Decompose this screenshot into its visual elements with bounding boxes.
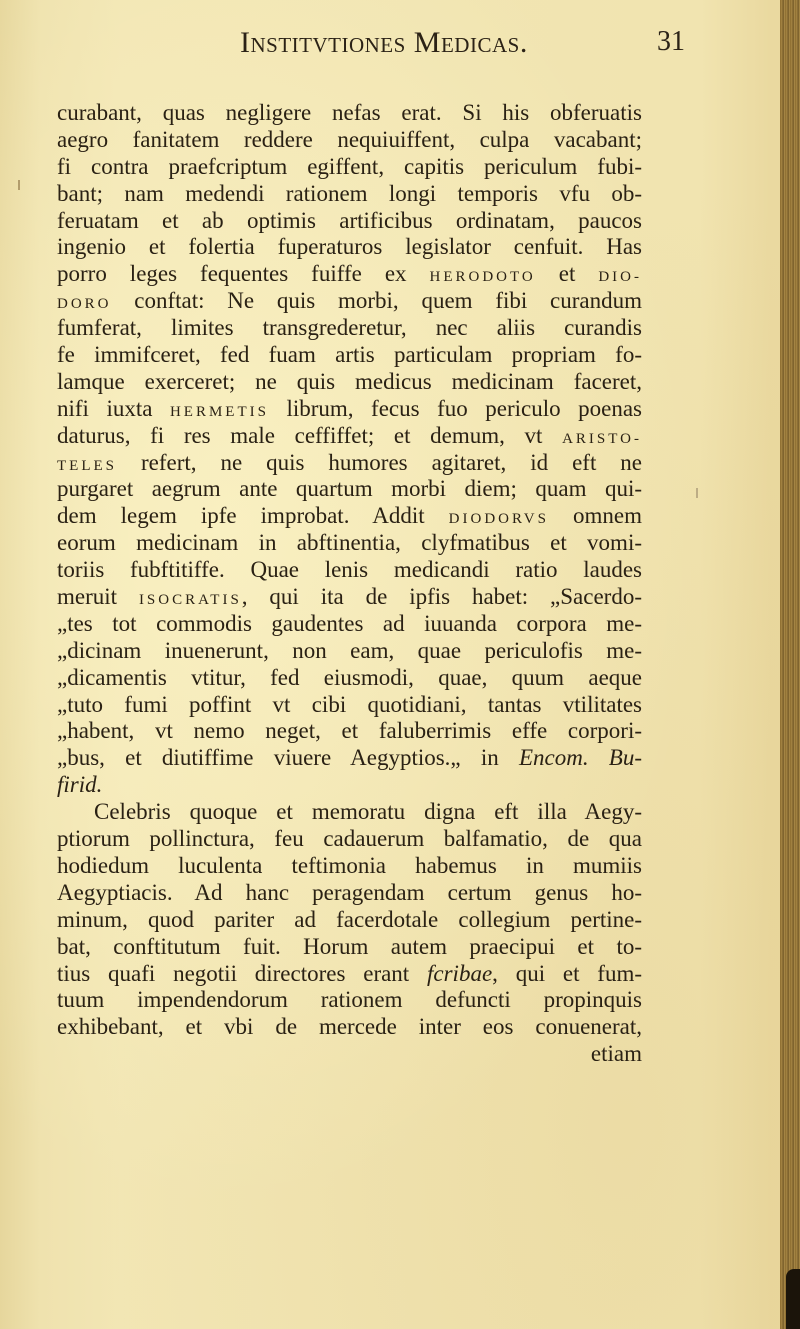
italic-citation: firid. <box>57 772 103 798</box>
margin-mark <box>18 180 20 190</box>
text-span: „dicamentis vtitur, fed eiusmodi, quae, quum aeque <box>57 664 642 690</box>
text-span: exhibebant, et vbi de mercede inter eos conuenerat, <box>57 1014 642 1040</box>
text-line <box>57 127 642 154</box>
text-line <box>57 745 642 772</box>
body-text <box>57 100 642 1068</box>
text-span: fumferat, limites transgrederetur, nec aliis curandis <box>57 315 642 341</box>
text-span: tuum impendendorum rationem defuncti propinquis <box>57 987 642 1013</box>
text-span: toriis fubftitiffe. Quae lenis medicandi ratio laudes <box>57 557 642 583</box>
text-line <box>57 961 642 988</box>
text-line <box>57 288 642 315</box>
text-line <box>57 450 642 477</box>
proper-name: ARISTO- <box>562 430 642 447</box>
text-line <box>57 638 642 665</box>
text-line <box>57 665 642 692</box>
text-line <box>57 342 642 369</box>
proper-name: HERMETIS <box>169 403 269 420</box>
text-line <box>57 880 642 907</box>
text-span: tius quafi negotii directores erant <box>57 960 427 986</box>
proper-name: DIODORVS <box>448 511 549 528</box>
text-line <box>57 826 642 853</box>
text-line <box>57 530 642 557</box>
proper-name: TELES <box>57 457 117 474</box>
text-line <box>57 718 642 745</box>
text-line <box>57 692 642 719</box>
text-span: , qui ita de ipfis habet: „Sacerdo- <box>241 584 642 610</box>
text-line <box>57 799 642 826</box>
text-span: feruatam et ab optimis artificibus ordinatam, paucos <box>57 207 642 233</box>
italic-citation: Encom. Bu- <box>518 745 642 771</box>
running-head <box>240 26 740 62</box>
text-line <box>57 181 642 208</box>
text-span: „tuto fumi poffint vt cibi quotidiani, tantas vtilitates <box>57 691 642 717</box>
text-span: purgaret aegrum ante quartum morbi diem; quam qui- <box>57 476 642 502</box>
text-span: Celebris quoque et memoratu digna eft illa Aegy- <box>94 799 642 825</box>
text-line <box>57 772 642 799</box>
text-line <box>57 100 642 127</box>
text-span: fe immifceret, fed fuam artis particulam propriam fo- <box>57 342 642 368</box>
text-span: daturus, fi res male ceffiffet; et demum, vt <box>57 422 563 448</box>
book-fore-edge <box>780 0 800 1329</box>
text-line <box>57 557 642 584</box>
text-span: ingenio et folertia fuperaturos legislator cenfuit. Has <box>57 234 642 260</box>
text-span: curabant, quas negligere nefas erat. Si his obferuatis <box>57 100 642 125</box>
text-line <box>57 934 642 961</box>
text-line <box>57 584 642 611</box>
text-span: meruit <box>57 584 139 610</box>
margin-mark <box>696 488 698 498</box>
text-line <box>57 208 642 235</box>
text-line <box>57 234 642 261</box>
text-span: „tes tot commodis gaudentes ad iuuanda corpora me- <box>57 610 642 636</box>
text-line <box>57 987 642 1014</box>
text-line <box>57 261 642 288</box>
text-line <box>57 611 642 638</box>
text-span: „bus, et diutiffime viuere Aegyptios.„ in <box>57 745 519 771</box>
text-span: Aegyptiacis. Ad hanc peragendam certum genus ho- <box>57 879 642 905</box>
text-line <box>57 907 642 934</box>
text-span: fi contra praefcriptum egiffent, capitis periculum fubi- <box>57 153 642 179</box>
text-line <box>57 315 642 342</box>
text-line <box>57 853 642 880</box>
text-line <box>57 396 642 423</box>
text-line <box>57 154 642 181</box>
text-span: nifi iuxta <box>57 395 170 421</box>
text-span: lamque exerceret; ne quis medicus medicinam faceret, <box>57 368 642 394</box>
text-line <box>57 476 642 503</box>
text-span: omnem <box>548 503 642 529</box>
text-span: bat, conftitutum fuit. Horum autem praecipui et to- <box>57 933 642 959</box>
text-line <box>57 423 642 450</box>
proper-name: DIO- <box>598 269 642 286</box>
text-line <box>57 369 642 396</box>
text-span: ptiorum pollinctura, feu cadauerum balfamatio, de qua <box>57 826 642 852</box>
italic-citation: fcribae <box>427 960 493 986</box>
text-span: minum, quod pariter ad facerdotale collegium pertine- <box>57 906 642 932</box>
catchword: etiam <box>590 1041 642 1067</box>
proper-name: HERODOTO <box>429 269 536 286</box>
text-span: aegro fanitatem reddere nequiuiffent, culpa vacabant; <box>57 126 642 152</box>
text-span: , qui et fum- <box>492 960 642 986</box>
running-title: Institvtiones Medicas. <box>240 26 528 59</box>
proper-name: DORO <box>57 296 112 313</box>
proper-name: ISOCRATIS <box>138 592 242 609</box>
text-span: eorum medicinam in abftinentia, clyfmatibus et vomi- <box>57 530 642 556</box>
text-span: porro leges fequentes fuiffe ex <box>57 261 430 287</box>
text-span: refert, ne quis humores agitaret, id eft ne <box>117 449 642 475</box>
text-span: conftat: Ne quis morbi, quem fibi curandum <box>111 288 642 314</box>
text-span: hodiedum luculenta teftimonia habemus in mumiis <box>57 852 642 878</box>
text-span: dem legem ipfe improbat. Addit <box>57 503 449 529</box>
text-span: „dicinam inuenerunt, non eam, quae periculofis me- <box>57 637 642 663</box>
text-span: „habent, vt nemo neget, et faluberrimis effe corpori- <box>57 718 642 744</box>
page-number: 31 <box>657 26 685 57</box>
text-span: bant; nam medendi rationem longi temporis vfu ob- <box>57 180 642 206</box>
text-span: librum, fecus fuo periculo poenas <box>268 395 642 421</box>
text-span: et <box>535 261 599 287</box>
text-line <box>57 503 642 530</box>
text-line <box>57 1014 642 1041</box>
